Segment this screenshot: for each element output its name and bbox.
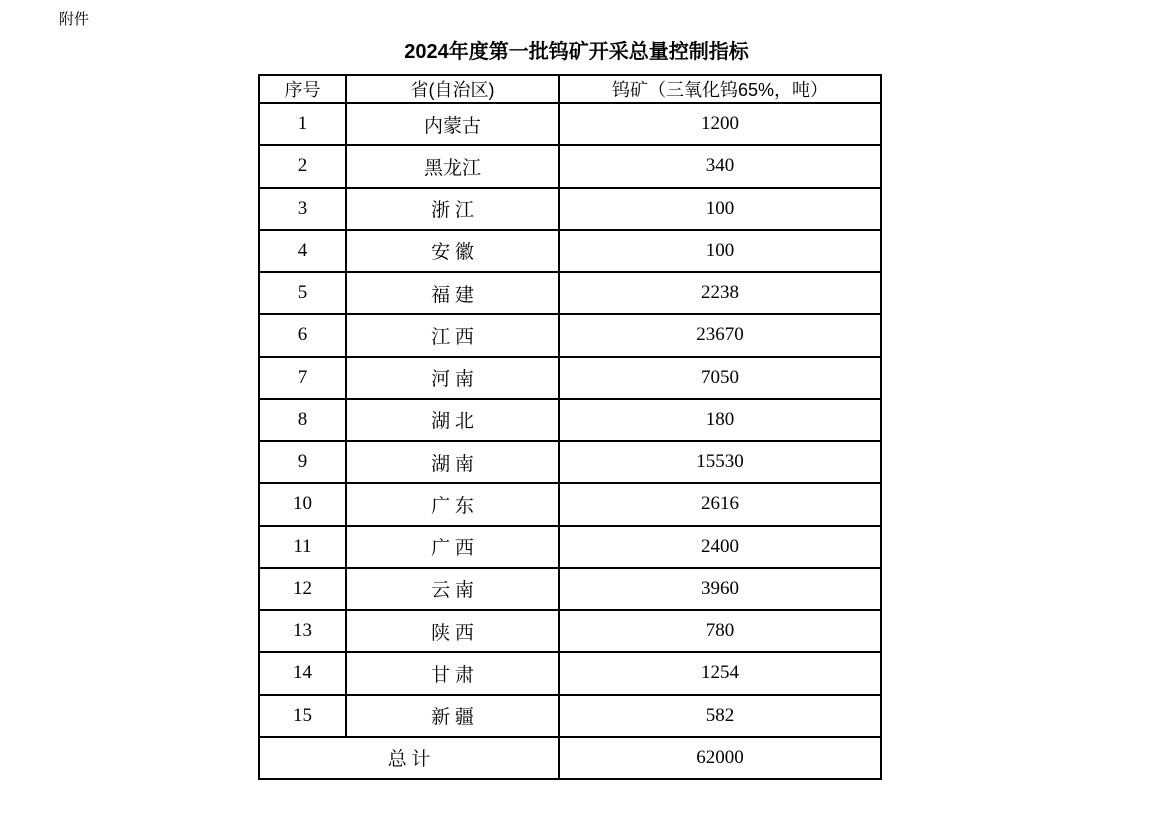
table-row bbox=[259, 568, 881, 610]
province-name: 江 西 bbox=[346, 314, 559, 356]
province-name: 河 南 bbox=[346, 357, 559, 399]
province-name: 云 南 bbox=[346, 568, 559, 610]
quota-value: 2238 bbox=[559, 272, 881, 314]
row-index: 2 bbox=[259, 145, 346, 187]
table-row bbox=[259, 610, 881, 652]
row-index: 13 bbox=[259, 610, 346, 652]
quota-value: 2400 bbox=[559, 526, 881, 568]
quota-value: 3960 bbox=[559, 568, 881, 610]
quota-value: 23670 bbox=[559, 314, 881, 356]
col-header-quota: 钨矿（三氧化钨65%，吨） bbox=[559, 75, 881, 103]
row-index: 11 bbox=[259, 526, 346, 568]
quota-value: 100 bbox=[559, 188, 881, 230]
row-index: 10 bbox=[259, 483, 346, 525]
row-index: 14 bbox=[259, 652, 346, 694]
total-label: 总 计 bbox=[259, 737, 559, 779]
province-name: 安 徽 bbox=[346, 230, 559, 272]
province-name: 广 东 bbox=[346, 483, 559, 525]
quota-value: 1200 bbox=[559, 103, 881, 145]
quota-value: 780 bbox=[559, 610, 881, 652]
table-header-row bbox=[259, 75, 881, 103]
row-index: 5 bbox=[259, 272, 346, 314]
province-name: 内蒙古 bbox=[346, 103, 559, 145]
total-value: 62000 bbox=[559, 737, 881, 779]
province-name: 黑龙江 bbox=[346, 145, 559, 187]
quota-value: 100 bbox=[559, 230, 881, 272]
table-row bbox=[259, 230, 881, 272]
table-row bbox=[259, 272, 881, 314]
table-row bbox=[259, 103, 881, 145]
province-name: 福 建 bbox=[346, 272, 559, 314]
row-index: 9 bbox=[259, 441, 346, 483]
row-index: 3 bbox=[259, 188, 346, 230]
row-index: 7 bbox=[259, 357, 346, 399]
table-row bbox=[259, 441, 881, 483]
row-index: 1 bbox=[259, 103, 346, 145]
quota-value: 7050 bbox=[559, 357, 881, 399]
quota-value: 1254 bbox=[559, 652, 881, 694]
attachment-label: 附件 bbox=[59, 11, 90, 28]
table-row bbox=[259, 695, 881, 737]
row-index: 12 bbox=[259, 568, 346, 610]
quota-value: 340 bbox=[559, 145, 881, 187]
province-name: 湖 北 bbox=[346, 399, 559, 441]
quota-value: 582 bbox=[559, 695, 881, 737]
province-name: 甘 肃 bbox=[346, 652, 559, 694]
province-name: 广 西 bbox=[346, 526, 559, 568]
page-title: 2024年度第一批钨矿开采总量控制指标 bbox=[404, 41, 749, 63]
total-row bbox=[259, 737, 881, 779]
row-index: 8 bbox=[259, 399, 346, 441]
quota-table bbox=[258, 74, 882, 780]
table-row bbox=[259, 314, 881, 356]
row-index: 15 bbox=[259, 695, 346, 737]
table-row bbox=[259, 188, 881, 230]
row-index: 4 bbox=[259, 230, 346, 272]
province-name: 浙 江 bbox=[346, 188, 559, 230]
province-name: 湖 南 bbox=[346, 441, 559, 483]
col-header-province: 省(自治区) bbox=[346, 75, 559, 103]
quota-value: 180 bbox=[559, 399, 881, 441]
table-row bbox=[259, 145, 881, 187]
col-header-index: 序号 bbox=[259, 75, 346, 103]
quota-value: 2616 bbox=[559, 483, 881, 525]
table-row bbox=[259, 483, 881, 525]
table-row bbox=[259, 399, 881, 441]
row-index: 6 bbox=[259, 314, 346, 356]
province-name: 新 疆 bbox=[346, 695, 559, 737]
table-row bbox=[259, 357, 881, 399]
table-row bbox=[259, 526, 881, 568]
province-name: 陕 西 bbox=[346, 610, 559, 652]
table-row bbox=[259, 652, 881, 694]
quota-value: 15530 bbox=[559, 441, 881, 483]
